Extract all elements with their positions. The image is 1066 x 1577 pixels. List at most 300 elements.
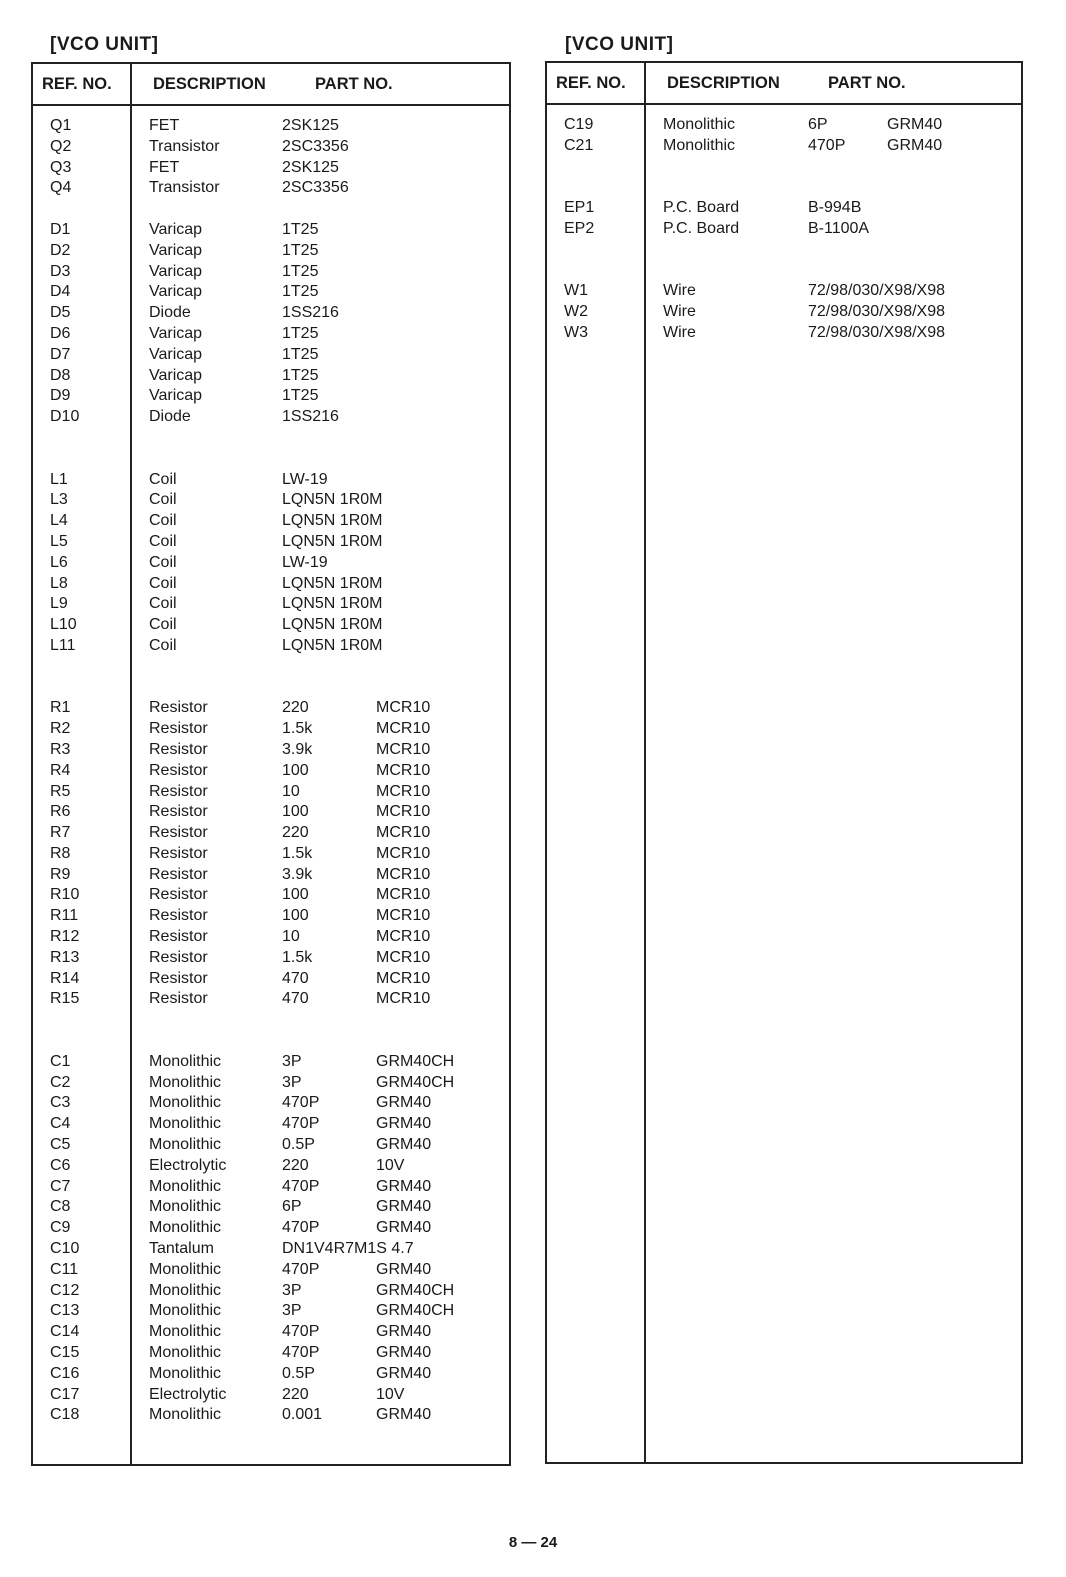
part-no: 1T25 (282, 387, 319, 405)
description: Electrolytic (149, 1156, 227, 1174)
ref-no: L8 (50, 574, 68, 592)
ref-no: C11 (50, 1260, 79, 1278)
part-no: 470 (282, 969, 309, 987)
table-row (33, 116, 509, 137)
description: Wire (663, 303, 696, 321)
description: Coil (149, 470, 177, 488)
part-spec: MCR10 (376, 803, 431, 821)
ref-no: R6 (50, 803, 71, 821)
row-spacer (33, 449, 509, 470)
table-row (33, 366, 509, 387)
part-no: 470P (808, 136, 846, 154)
part-spec: 10V (376, 1385, 405, 1403)
ref-no: Q4 (50, 179, 72, 197)
table-row (547, 219, 1021, 240)
part-no: 6P (282, 1198, 302, 1216)
part-no: 470P (282, 1260, 320, 1278)
description: Diode (149, 304, 191, 322)
part-no: 470P (282, 1177, 320, 1195)
table-row (33, 927, 509, 948)
description: Monolithic (149, 1136, 222, 1154)
part-spec: GRM40 (887, 136, 943, 154)
description: Resistor (149, 907, 208, 925)
part-no: 220 (282, 1385, 309, 1403)
ref-no: D3 (50, 262, 71, 280)
part-no: 1T25 (282, 366, 319, 384)
part-no: 2SK125 (282, 158, 339, 176)
table-row (33, 1405, 509, 1426)
description: Varicap (149, 283, 203, 301)
part-no: 3P (282, 1281, 302, 1299)
part-no: 100 (282, 886, 309, 904)
part-no: 72/98/030/X98/X98 (808, 323, 946, 341)
table-row (33, 802, 509, 823)
table-row (33, 282, 509, 303)
part-spec: MCR10 (376, 865, 431, 883)
table-row (33, 823, 509, 844)
row-spacer (33, 678, 509, 699)
table-row (547, 198, 1021, 219)
table-row (33, 698, 509, 719)
part-no: 72/98/030/X98/X98 (808, 303, 946, 321)
part-no: 470P (282, 1219, 320, 1237)
ref-no: C16 (50, 1364, 80, 1382)
table-row (33, 1343, 509, 1364)
ref-no: D2 (50, 241, 71, 259)
part-spec: GRM40CH (376, 1052, 455, 1070)
part-no: 3P (282, 1073, 302, 1091)
part-spec: GRM40CH (376, 1073, 455, 1091)
description: Monolithic (149, 1344, 222, 1362)
part-spec: MCR10 (376, 907, 431, 925)
description: Wire (663, 282, 696, 300)
ref-no: D1 (50, 220, 71, 238)
table-row (33, 761, 509, 782)
ref-no-header: REF. NO. (42, 75, 112, 93)
ref-no: D5 (50, 304, 71, 322)
table-row (33, 989, 509, 1010)
ref-no: R8 (50, 844, 71, 862)
part-no: LW-19 (282, 553, 328, 571)
table-row (33, 1135, 509, 1156)
ref-no: R10 (50, 886, 80, 904)
part-no: 220 (282, 699, 309, 717)
table-row (33, 137, 509, 158)
description: Monolithic (149, 1198, 222, 1216)
part-spec: GRM40 (376, 1323, 432, 1341)
description: Resistor (149, 844, 208, 862)
description: Monolithic (149, 1364, 222, 1382)
part-no: 100 (282, 907, 309, 925)
table-row (33, 1073, 509, 1094)
ref-no: L5 (50, 532, 68, 550)
description: Resistor (149, 948, 208, 966)
table-row (33, 1114, 509, 1135)
table-row (33, 574, 509, 595)
table-row (33, 158, 509, 179)
description: Monolithic (149, 1073, 222, 1091)
part-no: 10 (282, 928, 300, 946)
part-spec: MCR10 (376, 928, 431, 946)
table-row (33, 906, 509, 927)
part-no: LW-19 (282, 470, 328, 488)
description: Monolithic (149, 1219, 222, 1237)
ref-no: C4 (50, 1115, 71, 1133)
part-no: LQN5N 1R0M (282, 574, 383, 592)
description: Tantalum (149, 1240, 214, 1258)
part-no: 0.001 (282, 1406, 323, 1424)
ref-no: R9 (50, 865, 71, 883)
description: Diode (149, 408, 191, 426)
ref-no: Q1 (50, 117, 72, 134)
part-no: LQN5N 1R0M (282, 512, 383, 530)
ref-no: Q2 (50, 137, 72, 155)
part-no-header: PART NO. (315, 75, 393, 93)
ref-no: R15 (50, 990, 80, 1008)
part-spec: GRM40 (376, 1094, 432, 1112)
ref-no: R2 (50, 720, 71, 738)
row-spacer (547, 240, 1021, 261)
ref-no: L4 (50, 512, 68, 530)
table-row (33, 1281, 509, 1302)
part-no: 470P (282, 1094, 320, 1112)
table-row (33, 407, 509, 428)
ref-no: W2 (564, 303, 588, 321)
ref-no: C7 (50, 1177, 71, 1195)
description: Coil (149, 616, 177, 634)
part-no: 3.9k (282, 740, 313, 758)
table-row (33, 1197, 509, 1218)
part-spec: GRM40 (376, 1136, 432, 1154)
left-rows (33, 116, 509, 1426)
ref-no: R13 (50, 948, 80, 966)
table-row (33, 719, 509, 740)
left-parts-table (31, 62, 511, 1466)
row-spacer (547, 261, 1021, 282)
description: Transistor (149, 179, 220, 197)
table-row (33, 532, 509, 553)
part-no: 1T25 (282, 283, 319, 301)
part-no: 470P (282, 1115, 320, 1133)
table-row (33, 948, 509, 969)
description: P.C. Board (663, 199, 740, 217)
part-no: LQN5N 1R0M (282, 532, 383, 550)
ref-no: R4 (50, 761, 71, 779)
description: Electrolytic (149, 1385, 227, 1403)
table-row (547, 323, 1021, 344)
part-no: 10 (282, 782, 300, 800)
part-no: 6P (808, 116, 828, 133)
description: Resistor (149, 740, 208, 758)
description: Varicap (149, 345, 203, 363)
table-row (33, 844, 509, 865)
part-no: 1T25 (282, 262, 319, 280)
table-row (33, 1218, 509, 1239)
table-row (33, 262, 509, 283)
part-no: 220 (282, 1156, 309, 1174)
description: Coil (149, 553, 177, 571)
table-header (33, 64, 509, 106)
ref-no: D7 (50, 345, 71, 363)
table-row (33, 1093, 509, 1114)
table-row (33, 386, 509, 407)
description: Monolithic (149, 1260, 222, 1278)
part-no: 1.5k (282, 720, 313, 738)
part-spec: MCR10 (376, 844, 431, 862)
part-spec: GRM40 (376, 1260, 432, 1278)
ref-no: C5 (50, 1136, 71, 1154)
table-row (33, 1052, 509, 1073)
ref-no: D4 (50, 283, 71, 301)
description: Resistor (149, 782, 208, 800)
part-spec: GRM40CH (376, 1302, 455, 1320)
ref-no: C9 (50, 1219, 71, 1237)
table-row (33, 470, 509, 491)
ref-no: C14 (50, 1323, 80, 1341)
part-no: DN1V4R7M1S 4.7 (282, 1240, 414, 1258)
table-row (33, 740, 509, 761)
table-header (547, 63, 1021, 105)
part-no: 100 (282, 803, 309, 821)
ref-no: L9 (50, 595, 68, 613)
description: Coil (149, 595, 177, 613)
part-spec: MCR10 (376, 782, 431, 800)
part-no: LQN5N 1R0M (282, 491, 383, 509)
table-row (33, 553, 509, 574)
part-no-header: PART NO. (828, 74, 906, 92)
description: Resistor (149, 990, 208, 1008)
ref-no: EP2 (564, 219, 595, 237)
part-spec: GRM40 (376, 1344, 432, 1362)
part-spec: MCR10 (376, 720, 431, 738)
part-no: 470P (282, 1344, 320, 1362)
description: Varicap (149, 387, 203, 405)
page-number: 8 — 24 (508, 1534, 558, 1551)
table-row (33, 345, 509, 366)
description-header: DESCRIPTION (667, 74, 780, 92)
part-spec: MCR10 (376, 740, 431, 758)
part-spec: 10V (376, 1156, 405, 1174)
ref-no: C21 (564, 136, 594, 154)
part-no: 1T25 (282, 241, 319, 259)
ref-no: C19 (564, 116, 594, 133)
description: Coil (149, 491, 177, 509)
part-spec: MCR10 (376, 948, 431, 966)
ref-no: C15 (50, 1344, 80, 1362)
table-row (33, 865, 509, 886)
table-row (33, 1364, 509, 1385)
ref-no: D6 (50, 324, 71, 342)
description: Resistor (149, 824, 208, 842)
row-spacer (547, 157, 1021, 178)
row-spacer (33, 1031, 509, 1052)
table-row (33, 636, 509, 657)
part-spec: MCR10 (376, 990, 431, 1008)
description: Monolithic (149, 1052, 222, 1070)
right-rows (547, 115, 1021, 344)
left-section-title: [VCO UNIT] (50, 34, 159, 55)
part-no: 3P (282, 1302, 302, 1320)
table-row (33, 615, 509, 636)
part-no: 100 (282, 761, 309, 779)
right-parts-table (545, 61, 1023, 1464)
table-row (547, 281, 1021, 302)
ref-no: D9 (50, 387, 71, 405)
part-spec: MCR10 (376, 699, 431, 717)
description: Monolithic (149, 1281, 222, 1299)
ref-no: L6 (50, 553, 68, 571)
part-no: 1.5k (282, 844, 313, 862)
ref-no: L10 (50, 616, 77, 634)
part-no: B-1100A (808, 219, 870, 237)
description: Transistor (149, 137, 220, 155)
description: Resistor (149, 720, 208, 738)
description: Varicap (149, 324, 203, 342)
description: Resistor (149, 699, 208, 717)
description: Varicap (149, 262, 203, 280)
description: Resistor (149, 969, 208, 987)
right-section-title: [VCO UNIT] (565, 34, 674, 55)
part-spec: MCR10 (376, 886, 431, 904)
description: Resistor (149, 803, 208, 821)
description: Monolithic (663, 136, 736, 154)
description: Monolithic (149, 1302, 222, 1320)
table-row (33, 1156, 509, 1177)
description: Resistor (149, 865, 208, 883)
part-no: 1T25 (282, 345, 319, 363)
ref-no: D10 (50, 408, 80, 426)
part-no: 2SC3356 (282, 137, 349, 155)
description: Monolithic (149, 1177, 222, 1195)
description: Varicap (149, 366, 203, 384)
table-row (33, 1385, 509, 1406)
table-row (547, 115, 1021, 136)
description: Monolithic (663, 116, 736, 133)
ref-no: C10 (50, 1240, 80, 1258)
description: Monolithic (149, 1406, 222, 1424)
ref-no: R7 (50, 824, 71, 842)
part-no: 2SC3356 (282, 179, 349, 197)
table-row (33, 969, 509, 990)
ref-no: L11 (50, 636, 76, 654)
ref-no: C18 (50, 1406, 80, 1424)
part-no: 470P (282, 1323, 320, 1341)
ref-no: W3 (564, 323, 588, 341)
part-no: B-994B (808, 199, 862, 217)
table-row (33, 178, 509, 199)
table-row (33, 1301, 509, 1322)
description: Coil (149, 532, 177, 550)
part-no: 1T25 (282, 220, 319, 238)
description: FET (149, 158, 180, 176)
part-no: 3.9k (282, 865, 313, 883)
ref-no: R3 (50, 740, 71, 758)
part-spec: GRM40 (376, 1364, 432, 1382)
table-row (33, 885, 509, 906)
part-spec: GRM40CH (376, 1281, 455, 1299)
part-no: 0.5P (282, 1364, 315, 1382)
ref-no: L1 (50, 470, 68, 488)
part-no: 72/98/030/X98/X98 (808, 282, 946, 300)
part-no: 3P (282, 1052, 302, 1070)
table-row (33, 782, 509, 803)
ref-no: R14 (50, 969, 80, 987)
ref-no: C13 (50, 1302, 80, 1320)
description: Resistor (149, 761, 208, 779)
ref-no: C8 (50, 1198, 71, 1216)
part-no: 1SS216 (282, 304, 339, 322)
ref-no: C12 (50, 1281, 80, 1299)
part-no: 1SS216 (282, 408, 339, 426)
table-row (33, 220, 509, 241)
table-row (33, 241, 509, 262)
description: Coil (149, 512, 177, 530)
part-spec: GRM40 (887, 116, 943, 133)
part-no: 1.5k (282, 948, 313, 966)
part-spec: GRM40 (376, 1115, 432, 1133)
ref-no: R12 (50, 928, 80, 946)
part-no: 1T25 (282, 324, 319, 342)
ref-no: C3 (50, 1094, 71, 1112)
ref-no: Q3 (50, 158, 72, 176)
table-row (33, 1322, 509, 1343)
row-spacer (33, 428, 509, 449)
ref-no: L3 (50, 491, 68, 509)
part-spec: MCR10 (376, 824, 431, 842)
description: Resistor (149, 886, 208, 904)
part-no: 2SK125 (282, 117, 339, 134)
description: Wire (663, 323, 696, 341)
description-header: DESCRIPTION (153, 75, 266, 93)
part-no: LQN5N 1R0M (282, 616, 383, 634)
ref-no: EP1 (564, 199, 595, 217)
table-row (33, 594, 509, 615)
part-no: 470 (282, 990, 309, 1008)
ref-no: D8 (50, 366, 71, 384)
description: Resistor (149, 928, 208, 946)
row-spacer (547, 177, 1021, 198)
row-spacer (33, 1010, 509, 1031)
description: P.C. Board (663, 219, 740, 237)
part-no: LQN5N 1R0M (282, 595, 383, 613)
part-spec: GRM40 (376, 1219, 432, 1237)
ref-no: R1 (50, 699, 71, 717)
table-row (33, 511, 509, 532)
ref-no: C1 (50, 1052, 71, 1070)
part-spec: MCR10 (376, 761, 431, 779)
ref-no: C6 (50, 1156, 71, 1174)
description: Varicap (149, 241, 203, 259)
table-row (33, 1177, 509, 1198)
part-no: 220 (282, 824, 309, 842)
part-spec: MCR10 (376, 969, 431, 987)
description: Monolithic (149, 1094, 222, 1112)
ref-no: C2 (50, 1073, 71, 1091)
part-no: 0.5P (282, 1136, 315, 1154)
ref-no: R11 (50, 907, 79, 925)
ref-no: R5 (50, 782, 71, 800)
ref-no: W1 (564, 282, 588, 300)
table-row (33, 324, 509, 345)
part-spec: GRM40 (376, 1406, 432, 1424)
description: Varicap (149, 220, 203, 238)
description: Coil (149, 636, 177, 654)
description: FET (149, 117, 180, 134)
table-row (33, 1239, 509, 1260)
table-row (547, 136, 1021, 157)
description: Coil (149, 574, 177, 592)
row-spacer (33, 657, 509, 678)
